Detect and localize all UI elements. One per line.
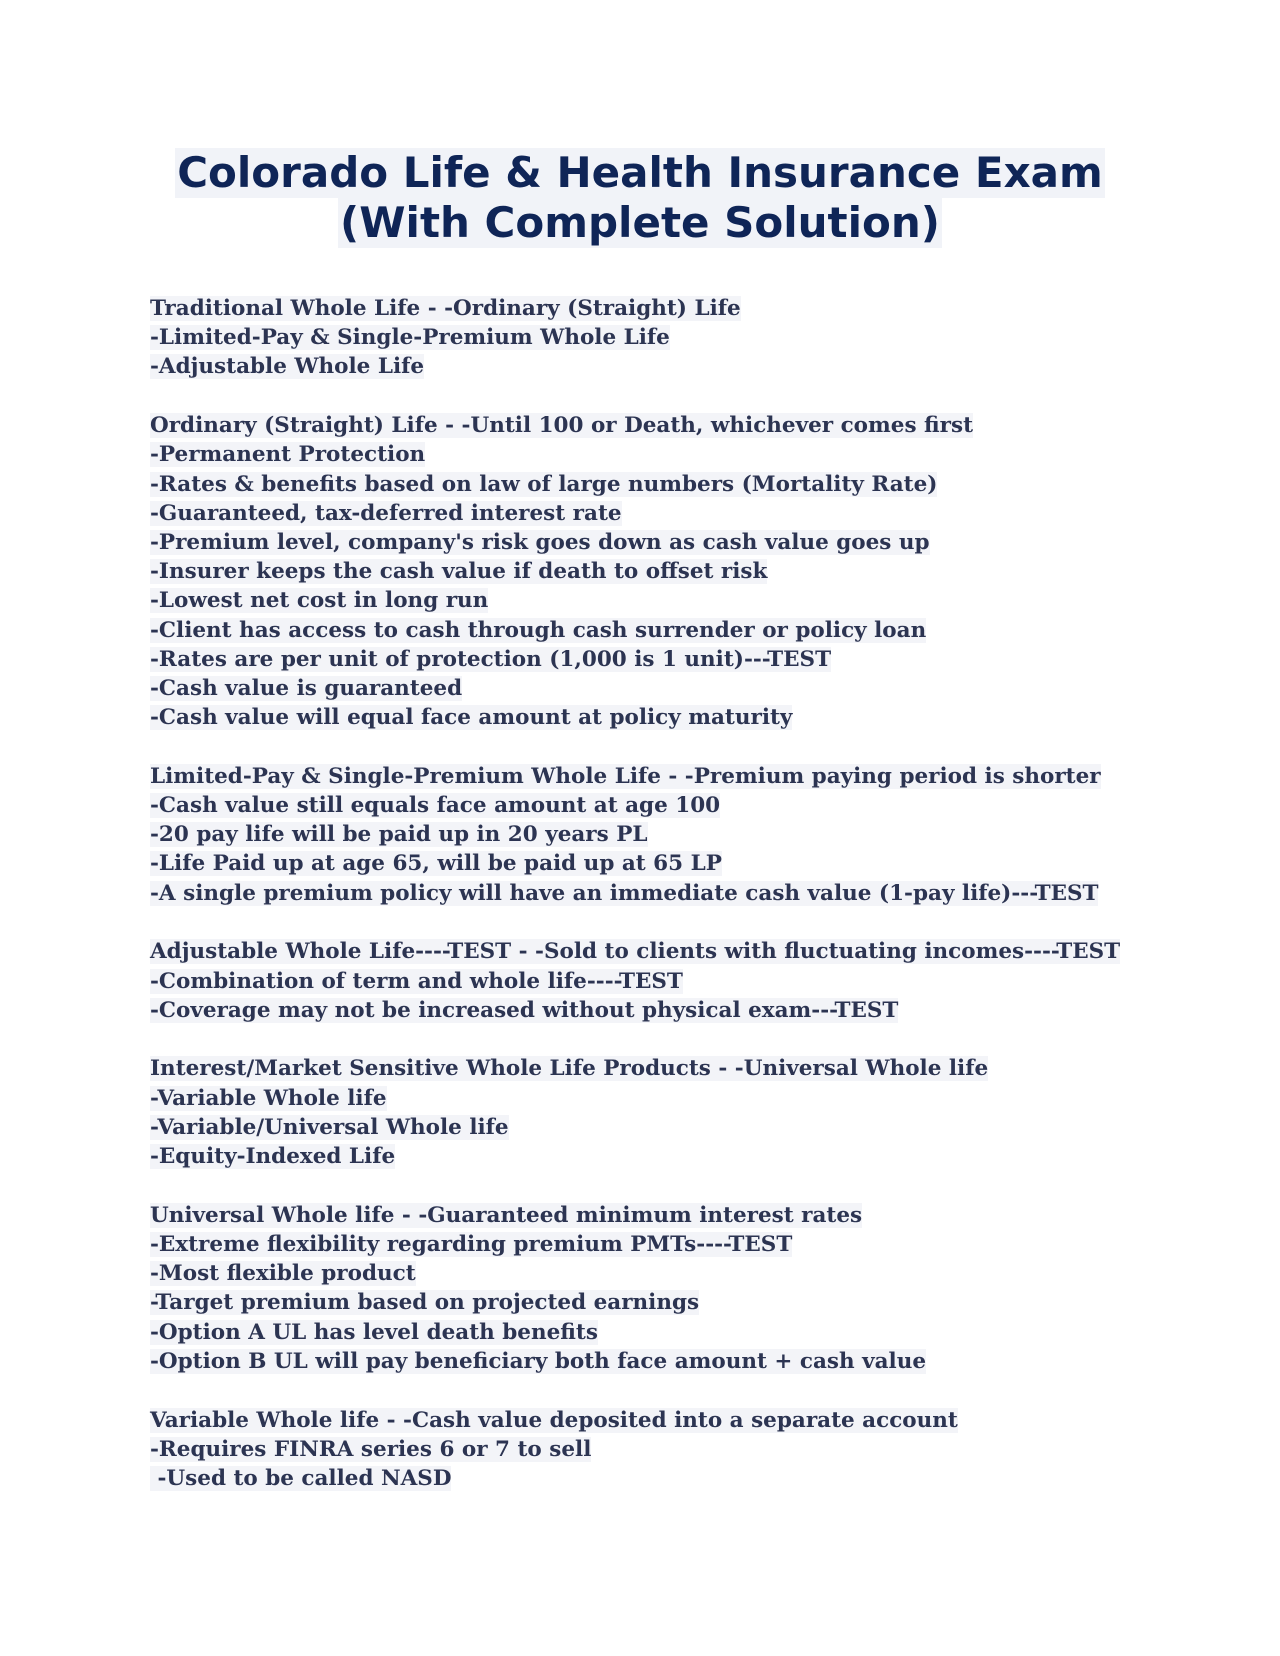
qa-term-line — [150, 294, 1180, 323]
qa-block — [150, 1406, 1180, 1494]
line-text: -Adjustable Whole Life — [150, 354, 425, 380]
qa-answer-line — [150, 557, 1180, 586]
qa-answer-line — [150, 703, 1180, 732]
line-text: -Cash value is guaranteed — [150, 675, 463, 701]
line-text: -Lowest net cost in long run — [150, 588, 489, 614]
qa-answer-line — [150, 849, 1180, 878]
qa-answer-line — [150, 1435, 1180, 1464]
line-text: -Cash value will equal face amount at policy maturity — [150, 705, 793, 731]
line-text: -Cash value still equals face amount at age 100 — [150, 793, 721, 819]
title-line-1: Colorado Life & Health Insurance Exam — [177, 148, 1103, 197]
qa-answer-line — [150, 1464, 1180, 1493]
qa-answer-line — [150, 616, 1180, 645]
qa-answer-line — [150, 499, 1180, 528]
qa-term-line — [150, 762, 1180, 791]
line-text: Limited-Pay & Single-Premium Whole Life - -Premium paying period is shorter — [150, 763, 1101, 789]
line-text: Variable Whole life - -Cash value deposited into a separate account — [150, 1407, 958, 1433]
line-text: -Equity-Indexed Life — [150, 1144, 396, 1170]
line-text: Ordinary (Straight) Life - -Until 100 or Death, whichever comes first — [150, 413, 974, 439]
qa-answer-line — [150, 470, 1180, 499]
document-title — [0, 148, 1280, 248]
qa-answer-line — [150, 1259, 1180, 1288]
line-text: -Target premium based on projected earnings — [150, 1290, 700, 1316]
qa-answer-line — [150, 352, 1180, 381]
line-text: Traditional Whole Life - -Ordinary (Straight) Life — [150, 296, 741, 321]
qa-answer-line — [150, 791, 1180, 820]
qa-answer-line — [150, 1318, 1180, 1347]
title-line-2: (With Complete Solution) — [340, 198, 940, 247]
line-text: -20 pay life will be paid up in 20 years PL — [150, 822, 648, 848]
qa-answer-line — [150, 1084, 1180, 1113]
qa-answer-line — [150, 440, 1180, 469]
qa-answer-line — [150, 1142, 1180, 1171]
line-text: Universal Whole life - -Guaranteed minimum interest rates — [150, 1202, 863, 1228]
qa-answer-line — [150, 996, 1180, 1025]
line-text: -A single premium policy will have an immediate cash value (1-pay life)---TEST — [150, 880, 1099, 906]
qa-answer-line — [150, 1113, 1180, 1142]
qa-answer-line — [150, 1288, 1180, 1317]
document-body — [150, 294, 1180, 1523]
qa-answer-line — [150, 674, 1180, 703]
qa-answer-line — [150, 528, 1180, 557]
qa-term-line — [150, 1406, 1180, 1435]
qa-term-line — [150, 411, 1180, 440]
line-text: -Limited-Pay & Single-Premium Whole Life — [150, 325, 670, 351]
qa-block — [150, 411, 1180, 732]
line-text: Interest/Market Sensitive Whole Life Products - -Universal Whole life — [150, 1056, 989, 1082]
qa-answer-line — [150, 1347, 1180, 1376]
qa-answer-line — [150, 967, 1180, 996]
line-text: -Rates are per unit of protection (1,000 is 1 unit)---TEST — [150, 646, 832, 672]
qa-block — [150, 1054, 1180, 1171]
line-text: -Option B UL will pay beneficiary both face amount + cash value — [150, 1348, 927, 1374]
line-text: -Premium level, company's risk goes down as cash value goes up — [150, 529, 930, 555]
qa-block — [150, 1201, 1180, 1376]
line-text: -Used to be called NASD — [150, 1465, 452, 1491]
line-text: -Requires FINRA series 6 or 7 to sell — [150, 1436, 592, 1462]
line-text: -Insurer keeps the cash value if death to offset risk — [150, 559, 768, 585]
qa-term-line — [150, 937, 1180, 966]
line-text: -Coverage may not be increased without physical exam---TEST — [150, 997, 899, 1023]
line-text: -Option A UL has level death benefits — [150, 1319, 598, 1345]
line-text: -Combination of term and whole life----TEST — [150, 968, 683, 994]
line-text: -Extreme flexibility regarding premium PMTs----TEST — [150, 1231, 793, 1257]
qa-block — [150, 294, 1180, 382]
line-text: -Variable Whole life — [150, 1085, 387, 1111]
qa-answer-line — [150, 1230, 1180, 1259]
qa-answer-line — [150, 645, 1180, 674]
qa-block — [150, 762, 1180, 908]
qa-block — [150, 937, 1180, 1025]
line-text: -Client has access to cash through cash surrender or policy loan — [150, 617, 927, 643]
qa-answer-line — [150, 820, 1180, 849]
qa-answer-line — [150, 879, 1180, 908]
line-text: Adjustable Whole Life----TEST - -Sold to clients with fluctuating incomes----TEST — [150, 939, 1121, 965]
line-text: -Life Paid up at age 65, will be paid up at 65 LP — [150, 851, 722, 877]
qa-term-line — [150, 1054, 1180, 1083]
line-text: -Guaranteed, tax-deferred interest rate — [150, 500, 622, 526]
line-text: -Most flexible product — [150, 1261, 416, 1287]
qa-answer-line — [150, 323, 1180, 352]
qa-term-line — [150, 1201, 1180, 1230]
qa-answer-line — [150, 586, 1180, 615]
line-text: -Permanent Protection — [150, 442, 426, 468]
line-text: -Variable/Universal Whole life — [150, 1114, 509, 1140]
line-text: -Rates & benefits based on law of large numbers (Mortality Rate) — [150, 471, 938, 497]
